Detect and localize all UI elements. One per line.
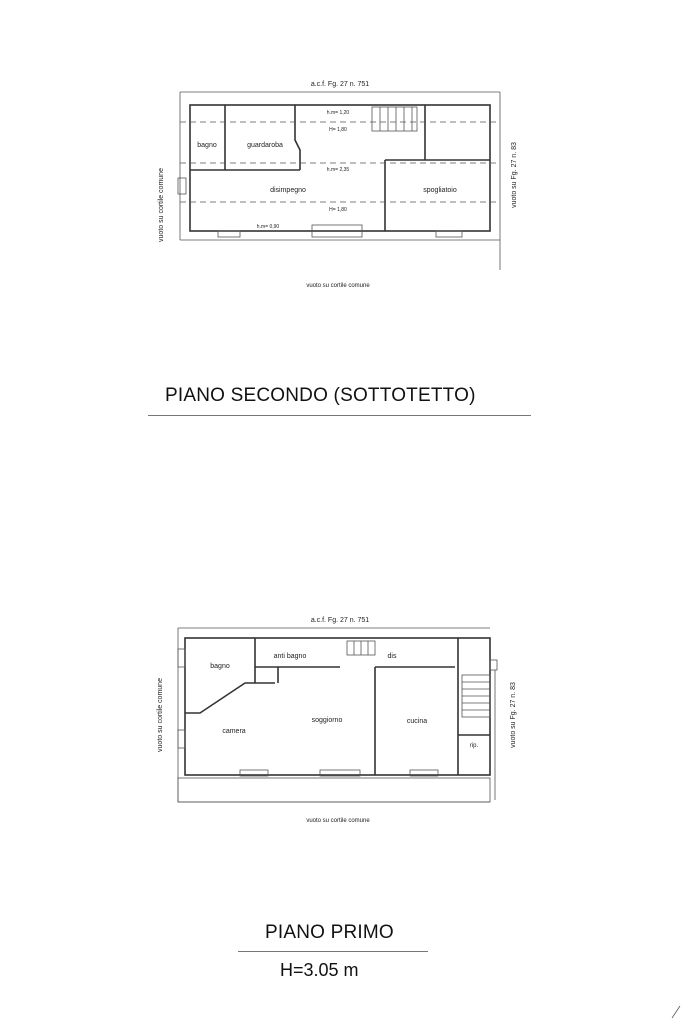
balcony xyxy=(178,778,490,802)
room-label-bagno: bagno xyxy=(210,663,230,670)
right-side-label: vuoto su Fg. 27 n. 83 xyxy=(510,682,517,748)
room-label-disimpegno: disimpegno xyxy=(270,187,306,194)
room-label-anti-bagno: anti bagno xyxy=(273,653,307,660)
room-label-guardaroba: guardaroba xyxy=(247,142,283,149)
second-floor-drawing xyxy=(0,70,683,300)
height-label-5: h.m= 0,90 xyxy=(256,224,280,230)
top-neighbor-label: a.c.f. Fg. 27 n. 751 xyxy=(310,617,370,624)
first-floor-height: H=3.05 m xyxy=(280,960,359,980)
first-floor-plan xyxy=(0,605,683,840)
bottom-side-label: vuoto su cortile comune xyxy=(306,818,370,824)
height-label-3: h.m= 2,35 xyxy=(326,167,350,173)
height-label-1: h.m= 1,20 xyxy=(326,110,350,116)
room-label-soggiorno: soggiorno xyxy=(311,717,343,724)
room-label-rip: rip. xyxy=(469,743,479,749)
right-side-label: vuoto su Fg. 27 n. 83 xyxy=(511,142,518,208)
first-floor-title-rule xyxy=(238,951,428,952)
room-label-cucina: cucina xyxy=(406,718,428,725)
room-label-dis: dis xyxy=(387,653,397,660)
second-floor-title-rule xyxy=(148,415,531,416)
first-floor-title: PIANO PRIMO xyxy=(265,922,394,943)
height-label-2: H= 1,80 xyxy=(329,127,347,133)
height-label-4: H= 1,80 xyxy=(329,207,347,213)
room-label-spogliatoio: spogliatoio xyxy=(423,187,457,194)
room-label-bagno: bagno xyxy=(197,142,217,149)
room-label-camera: camera xyxy=(222,728,246,735)
bottom-side-label: vuoto su cortile comune xyxy=(306,283,370,289)
stair xyxy=(372,107,417,131)
second-floor-title: PIANO SECONDO (SOTTOTETTO) xyxy=(165,385,476,406)
second-floor-plan xyxy=(0,70,683,300)
first-floor-drawing xyxy=(0,605,683,840)
left-side-label: vuoto su cortile comune xyxy=(158,168,165,242)
left-side-label: vuoto su cortile comune xyxy=(157,678,164,752)
top-neighbor-label: a.c.f. Fg. 27 n. 751 xyxy=(310,81,370,88)
first-floor-outline xyxy=(185,638,490,775)
